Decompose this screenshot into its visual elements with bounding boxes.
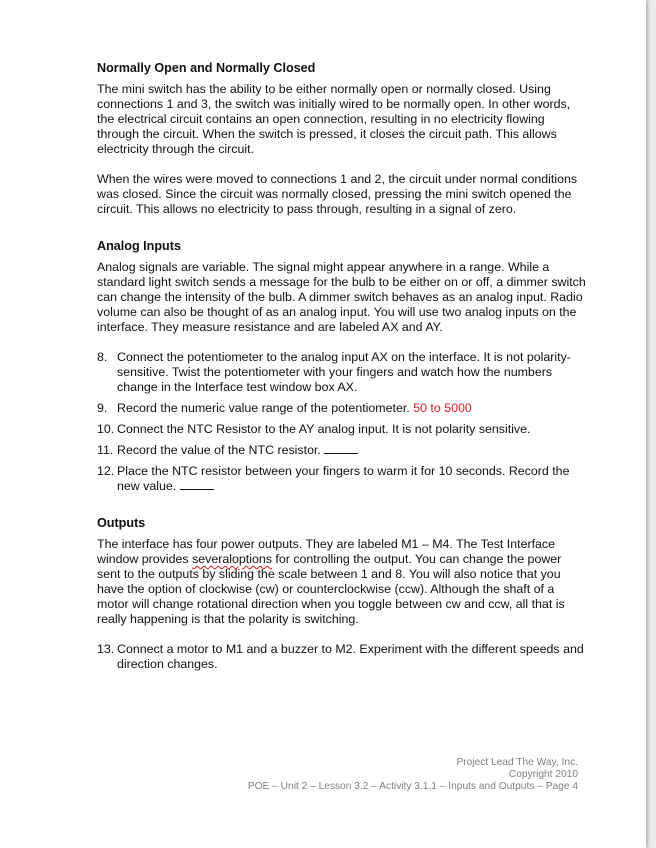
step-number: 11. (97, 443, 114, 457)
page-footer (198, 757, 578, 793)
answer-blank (324, 443, 358, 454)
step-text: Record the numeric value range of the potentiometer. (117, 401, 410, 415)
paragraph-text: The interface has four power outputs. They are labeled M1 – M4. The Test Interface window provides (97, 537, 556, 566)
page-content (97, 61, 587, 678)
list-item (97, 422, 587, 437)
list-item (97, 464, 587, 494)
spellcheck-flagged-word: severaloptions (192, 552, 272, 566)
section-heading-analog-inputs: Analog Inputs (97, 239, 181, 253)
step-number: 13. (97, 642, 115, 656)
footer-org: Project Lead The Way, Inc. (456, 757, 578, 768)
step-number: 8. (97, 350, 108, 364)
handwritten-answer: 50 to 5000 (413, 401, 472, 415)
paragraph: Analog signals are variable. The signal might appear anywhere in a range. While a standard light switch sends a message for the bulb to be either on or off, a dimmer switch can change the intensity of the bulb. A dimmer switch behaves as an analog input. Radio volume can also be thought of as an analog input. You will use two analog inputs on the interface. They measure resistance and are labeled AX and AY. (97, 260, 586, 334)
paragraph-text: for controlling the output. You can change the power sent to the outputs by sliding the scale between 1 and 8. You will also notice that you have the option of clockwise (cw) or counterclockwise (ccw). Although the shaft of a motor will change rotational direction when you toggle between cw and ccw, all that is really happening is that the polarity is switching. (97, 552, 565, 626)
list-item (97, 401, 587, 416)
footer-page-info: POE – Unit 2 – Lesson 3.2 – Activity 3.1.1 – Inputs and Outputs – Page 4 (247, 781, 578, 792)
step-text: Place the NTC resistor between your fingers to warm it for 10 seconds. Record the new value. (117, 464, 570, 493)
step-text: Connect a motor to M1 and a buzzer to M2. Experiment with the different speeds and direction changes. (117, 642, 584, 671)
list-item (97, 642, 587, 672)
paragraph (97, 537, 587, 627)
step-text: Connect the potentiometer to the analog input AX on the interface. It is not polarity-sensitive. Twist the potentiometer with your fingers and watch how the numbers change in the Interface test window box AX. (117, 350, 571, 394)
section-heading-normally-open: Normally Open and Normally Closed (97, 61, 316, 75)
answer-blank (180, 479, 214, 490)
footer-copyright: Copyright 2010 (508, 769, 578, 780)
section-heading-outputs: Outputs (97, 516, 146, 530)
steps-list (97, 350, 587, 494)
step-text: Record the value of the NTC resistor. (117, 443, 321, 457)
step-number: 9. (97, 401, 108, 415)
paragraph: The mini switch has the ability to be either normally open or normally closed. Using connections 1 and 3, the switch was initially wired to be normally open. In other words, the electrical circuit contains an open connection, resulting in no electricity flowing through the circuit. When the switch is pressed, it closes the circuit path. This allows electricity through the circuit. (97, 82, 571, 156)
step-number: 12. (97, 464, 115, 478)
list-item (97, 443, 587, 458)
paragraph: When the wires were moved to connections 1 and 2, the circuit under normal conditions was closed. Since the circuit was normally closed, pressing the mini switch opened the circuit. This allows no electricity to pass through, resulting in a signal of zero. (97, 172, 578, 216)
steps-list (97, 642, 587, 672)
step-text: Connect the NTC Resistor to the AY analog input. It is not polarity sensitive. (117, 422, 531, 436)
list-item (97, 350, 587, 395)
step-number: 10. (97, 422, 115, 436)
